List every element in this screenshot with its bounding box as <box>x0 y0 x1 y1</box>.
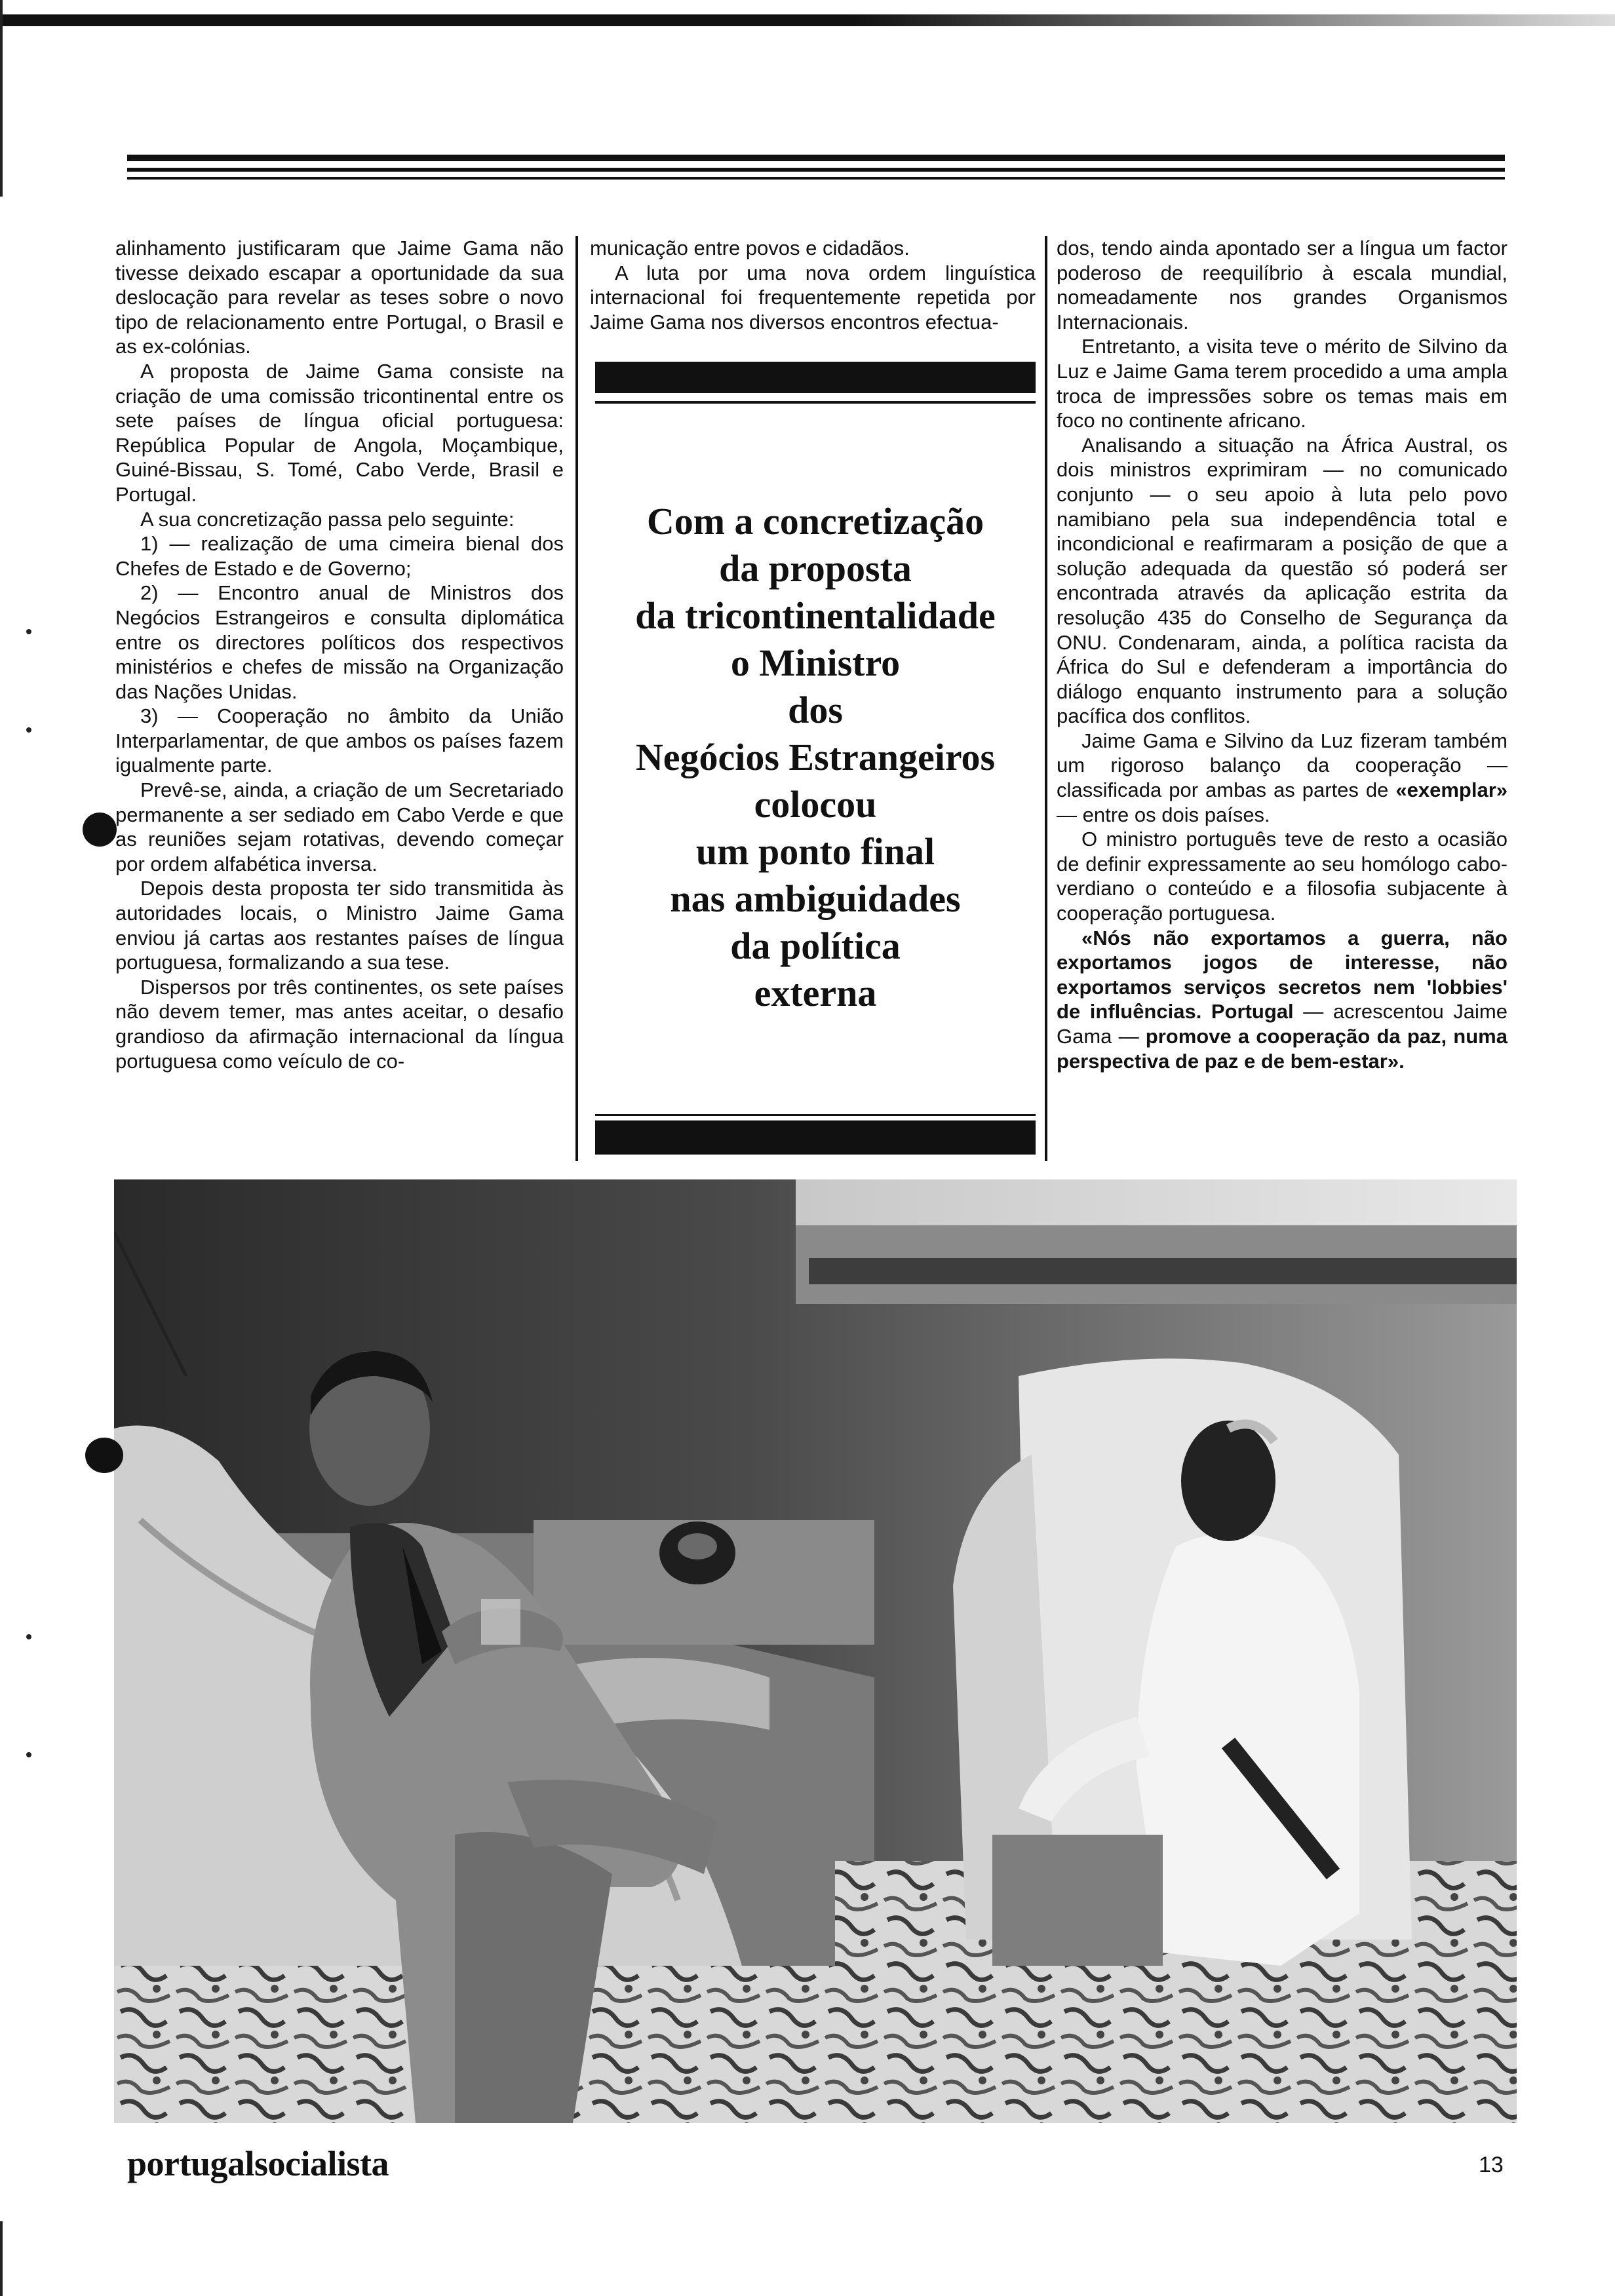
pullquote-line: nas ambiguidades <box>670 877 961 920</box>
margin-dot <box>26 1752 31 1757</box>
article-column-2 <box>590 236 1036 334</box>
publication-name: portugalsocialista <box>127 2144 389 2183</box>
pullquote <box>595 498 1036 1017</box>
paragraph: municação entre povos e cidadãos. <box>590 237 910 259</box>
punch-hole <box>85 1438 123 1473</box>
scan-left-edge-bottom <box>0 2221 3 2296</box>
quote-paragraph <box>1057 926 1508 1074</box>
scan-top-border-fade <box>852 14 1615 26</box>
paragraph: Entretanto, a visita teve o mérito de Silvino da Luz e Jaime Gama terem procedido a uma ampla troca de impressões sobre os temas mais em foco no continente africano. <box>1057 335 1508 432</box>
paragraph: Depois desta proposta ter sido transmitida às autoridades locais, o Ministro Jaime Gama enviou já cartas aos restantes países de língua portuguesa, formalizando a sua tese. <box>115 877 564 974</box>
pullquote-top-bar <box>595 362 1036 393</box>
margin-dot <box>26 629 31 634</box>
column-divider <box>575 236 578 1161</box>
header-rule <box>127 168 1505 172</box>
pullquote-line: Negócios Estrangeiros <box>635 736 996 778</box>
photograph <box>114 1179 1517 2123</box>
pullquote-line: dos <box>788 689 843 731</box>
pullquote-line: colocou <box>754 783 877 826</box>
list-item: 3) — Cooperação no âmbito da União Interparlamentar, de que ambos os países fazem igualmente parte. <box>115 704 564 777</box>
emphasis: «exemplar» <box>1395 778 1508 802</box>
margin-dot <box>26 727 31 733</box>
quote-text: «Nós não exportamos a guerra, não exportamos jogos de interesse, não exportamos serviços secretos nem 'lobbies' de influências. Portugal <box>1057 926 1508 1024</box>
column-divider <box>1045 236 1047 1161</box>
paragraph: dos, tendo ainda apontado ser a língua um factor poderoso de reequilíbrio à escala mundial, nomeadamente nos grandes Organismos Internacionais. <box>1057 237 1508 334</box>
paragraph: Analisando a situação na África Austral, os dois ministros exprimiram — no comunicado conjunto — o seu apoio à luta pelo povo namibiano pela sua independência total e incondicional e reafirmaram a posição de que a solução adequada da questão só poderá ser encontrada através da aplicação estrita da resolução 435 do Conselho de Segurança da ONU. Condenaram, ainda, a política racista da África do Sul e defenderam a importância do diálogo enquanto instrumento para a solução pacífica dos conflitos. <box>1057 433 1508 728</box>
paragraph: A luta por uma nova ordem linguística internacional foi frequentemente repetida por Jaime Gama nos diversos encontros efectua- <box>590 261 1036 334</box>
pullquote-bottom-line <box>595 1114 1036 1116</box>
article-column-1 <box>115 236 564 1073</box>
pullquote-line: o Ministro <box>730 641 901 684</box>
text-run: — entre os dois países. <box>1057 803 1270 826</box>
pullquote-line: externa <box>754 972 877 1014</box>
pullquote-line: da tricontinentalidade <box>635 594 996 637</box>
paragraph: Prevê-se, ainda, a criação de um Secretariado permanente a ser sediado em Cabo Verde e que as reuniões sejam rotativas, devendo começar por ordem alfabética inversa. <box>115 778 564 875</box>
scan-left-edge <box>0 0 3 197</box>
pullquote-line: um ponto final <box>695 830 935 873</box>
pullquote-line: Com a concretização <box>646 500 984 543</box>
pullquote-top-line <box>595 401 1036 404</box>
paragraph: Dispersos por três continentes, os sete países não devem temer, mas antes aceitar, o desafio grandioso da afirmação internacional da língua portuguesa como veículo de co- <box>115 975 564 1073</box>
pullquote-line: da política <box>730 925 901 967</box>
punch-hole <box>83 813 117 847</box>
header-rule <box>127 155 1505 161</box>
list-item: 2) — Encontro anual de Ministros dos Negócios Estrangeiros e consulta diplomática entre os directores políticos dos respectivos ministérios e chefes de missão na Organização das Nações Unidas. <box>115 581 564 703</box>
photo-illustration <box>114 1179 1517 2123</box>
text-run: — acrescentou Jaime Gama — <box>1057 1000 1508 1048</box>
paragraph <box>1057 729 1508 827</box>
header-rule <box>127 177 1505 180</box>
page-number: 13 <box>1479 2152 1504 2177</box>
quote-text: promove a cooperação da paz, numa perspectiva de paz e de bem-estar». <box>1057 1025 1508 1073</box>
paragraph: O ministro português teve de resto a ocasião de definir expressamente ao seu homólogo cabo-verdiano o conteúdo e a filosofia subjacente à cooperação portuguesa. <box>1057 828 1508 925</box>
paragraph: alinhamento justificaram que Jaime Gama não tivesse deixado escapar a oportunidade da sua deslocação para revelar as teses sobre o novo tipo de relacionamento entre Portugal, o Brasil e as ex-colónias. <box>115 237 564 358</box>
article-column-3 <box>1057 236 1508 1073</box>
text-run: Jaime Gama e Silvino da Luz fizeram também um rigoroso balanço da cooperação — classificada por ambas as partes de <box>1057 729 1508 802</box>
paragraph: A proposta de Jaime Gama consiste na criação de uma comissão tricontinental entre os sete países de língua oficial portuguesa: República Popular de Angola, Moçambique, Guiné-Bissau, S. Tomé, Cabo Verde, Brasil e Portugal. <box>115 359 564 506</box>
margin-dot <box>26 1634 31 1639</box>
paragraph: A sua concretização passa pelo seguinte: <box>140 507 515 531</box>
list-item: 1) — realização de uma cimeira bienal dos Chefes de Estado e de Governo; <box>115 532 564 580</box>
pullquote-line: da proposta <box>719 547 912 590</box>
pullquote-bottom-bar <box>595 1120 1036 1155</box>
